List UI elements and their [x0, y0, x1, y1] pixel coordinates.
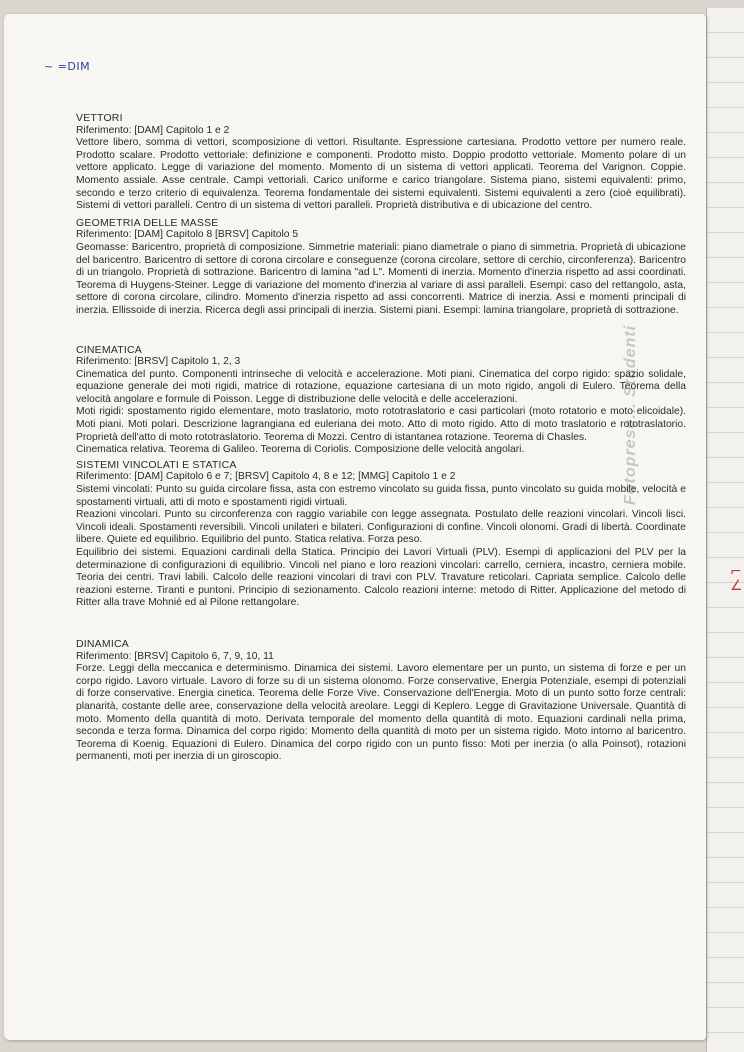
section-paragraph: Forze. Leggi della meccanica e determinismo. Dinamica dei sistemi. Lavoro elementare per un punto, un sistema di forze e per un corpo rigido. Lavoro virtuale. Lavoro di forze su di un sistema olonomo. Forze conservative, Energia Potenziale, esempi di potenziali di forze conservative. Energia cinetica. Teorema delle Forze Vive. Conservazione dell'Energia. Moto di un punto sotto forze centrali: planarità, costante delle aree, conservazione della velocità areolare. Leggi di Keplero. Legge di Gravitazione Universale. Quantità di moto. Momento della quantità di moto. Derivata temporale del momento della quantità di moto. Equazioni cardinali nella prima, seconda e terza forma. Dinamica del corpo rigido: Momento della quantità di moto per un sistema rigido. Moto intorno al baricentro. Teorema di Koenig. Equazioni di Eulero. Dinamica del corpo rigido con un punto fisso: Moti per inerzia (o alla Poinsot), rotazioni permanenti, moti per inerzia di un giroscopio. [76, 663, 686, 763]
section-paragraph: Vettore libero, somma di vettori, scomposizione di vettori. Risultante. Espressione cartesiana. Prodotto vettore per numero reale. Prodotto scalare. Prodotto vettoriale: definizione e componenti. Prodotto misto. Doppio prodotto vettoriale. Momento polare di un vettore applicato. Legge di variazione del momento. Momento di un sistema di vettori applicati. Teorema del Varignon. Coppie. Momento assiale. Asse centrale. Campi vettoriali. Carico uniforme e carico triangolare. Sistema piano, sistemi equivalenti: primo, secondo e terzo criterio di equivalenza. Teorema fondamentale dei sistemi equivalenti. Sistemi equivalenti a zero (cioè equilibrati). Sistemi di vettori paralleli. Centro di un sistema di vettori paralleli. Proprietà distributiva e di ubicazione del centro. [76, 137, 686, 212]
margin-mark: ⌐ ∠ [730, 564, 743, 594]
section-title: GEOMETRIA DELLE MASSE [76, 216, 219, 229]
section-paragraph: Moti rigidi: spostamento rigido elementare, moto traslatorio, moto rototraslatorio e casi particolari (moto rotatorio e moto elicoidale). Moti piani. Moti polari. Descrizione lagrangiana ed euleriana dei moto. Atto di moto rigido. Atto di moto traslatorio e rototraslatorio. Proprietà dell'atto di moto rototraslatorio. Teorema di Mozzi. Centro di istantanea rotazione. Teorema di Chasles. [76, 406, 686, 443]
next-sheet-edge [706, 8, 744, 1052]
section-paragraph: Cinematica relativa. Teorema di Galileo. Teorema di Coriolis. Composizione delle velocità angolari. [76, 444, 525, 456]
section-reference: Riferimento: [DAM] Capitolo 8 [BRSV] Capitolo 5 [76, 229, 299, 241]
document-content [76, 112, 686, 764]
section-vettori [76, 112, 686, 213]
section-reference: Riferimento: [DAM] Capitolo 6 e 7; [BRSV] Capitolo 4, 8 e 12; [MMG] Capitolo 1 e 2 [76, 471, 456, 483]
section-title: CINEMATICA [76, 343, 142, 356]
section-reference: Riferimento: [BRSV] Capitolo 1, 2, 3 [76, 356, 241, 368]
section-paragraph: Reazioni vincolari. Punto su circonferenza con raggio variabile con legge assegnata. Postulato delle reazioni vincolari. Vincoli lisci. Vincoli ideali. Spostamenti reversibili. Vincoli unilateri e bilateri. Configurazioni di confine. Vincoli olonomi. Gradi di libertà. Coordinate libere. Quiete ed equilibrio. Equilibrio del punto. Statica relativa. Forza peso. [76, 509, 686, 546]
section-title: SISTEMI VINCOLATI E STATICA [76, 458, 237, 471]
section-sistemi-vincolati-e-statica [76, 459, 686, 610]
section-paragraph: Cinematica del punto. Componenti intrinseche di velocità e accelerazione. Moti piani. Cinematica del corpo rigido: spazio solidale, equazione generale dei moti rigidi, matrice di rotazione, equazione cartesiana di un moto rigido, angoli di Eulero. Teorema della velocità angolare e formule di Poisson. Legge di distribuzione delle velocità e delle accelerazioni. [76, 368, 686, 405]
section-paragraph: Geomasse: Baricentro, proprietà di composizione. Simmetrie materiali: piano diametrale o piano di simmetria. Proprietà di ubicazione del baricentro. Baricentro di settore di corona circolare e conseguenze (corona circolare, settore di cerchio, circonferenza). Baricentro di un triangolo. Proprietà di sottrazione. Baricentro di lamina "ad L". Momenti di inerzia. Momento d'inerzia rispetto ad assi coordinati. Teorema di Huygens-Steiner. Legge di variazione del momento d'inerzia al variare di assi paralleli. Esempi: caso del rettangolo, asta, settore di corona circolare, cilindro. Momento d'inerzia rispetto ad assi concorrenti. Matrice di inerzia. Assi e momenti principali di inerzia. Ellissoide di inerzia. Ricerca degli assi principali di inerzia. Sistemi piani. Esempi: lamina triangolare, proprietà di sottrazione. [76, 241, 686, 316]
handwritten-note: ~ =DIM [44, 60, 91, 73]
section-reference: Riferimento: [BRSV] Capitolo 6, 7, 9, 10, 11 [76, 650, 274, 662]
section-paragraph: Equilibrio dei sistemi. Equazioni cardinali della Statica. Principio dei Lavori Virtuali (PLV). Esempi di applicazioni del PLV per la determinazione di configurazioni di equilibrio. Vincoli nel piano e loro reazioni vincolari: carrello, cerniera, incastro, cerniera mobile. Teoria dei centri. Travi labili. Calcolo delle reazioni vincolari di travi con PLV. Travature reticolari. Capriata semplice. Calcolo delle reazioni esterne. Tiranti e puntoni. Principio di sezionamento. Calcolo reazioni interne: metodo di Ritter. Applicazione del metodo di Ritter alla trave Mohnié ed al Pilone rettangolare. [76, 547, 686, 609]
section-paragraph: Sistemi vincolati: Punto su guida circolare fissa, asta con estremo vincolato su guida fissa, punto vincolato su guida mobile, velocità e spostamenti virtuali, atti di moto e spostamenti rigidi virtuali. [76, 484, 686, 508]
watermark: Fotoprese... Studenti [622, 324, 639, 505]
section-reference: Riferimento: [DAM] Capitolo 1 e 2 [76, 124, 230, 136]
section-dinamica [76, 638, 686, 764]
section-title: DINAMICA [76, 637, 129, 650]
section-geometria-delle-masse [76, 217, 686, 318]
section-title: VETTORI [76, 112, 123, 124]
section-cinematica [76, 344, 686, 457]
